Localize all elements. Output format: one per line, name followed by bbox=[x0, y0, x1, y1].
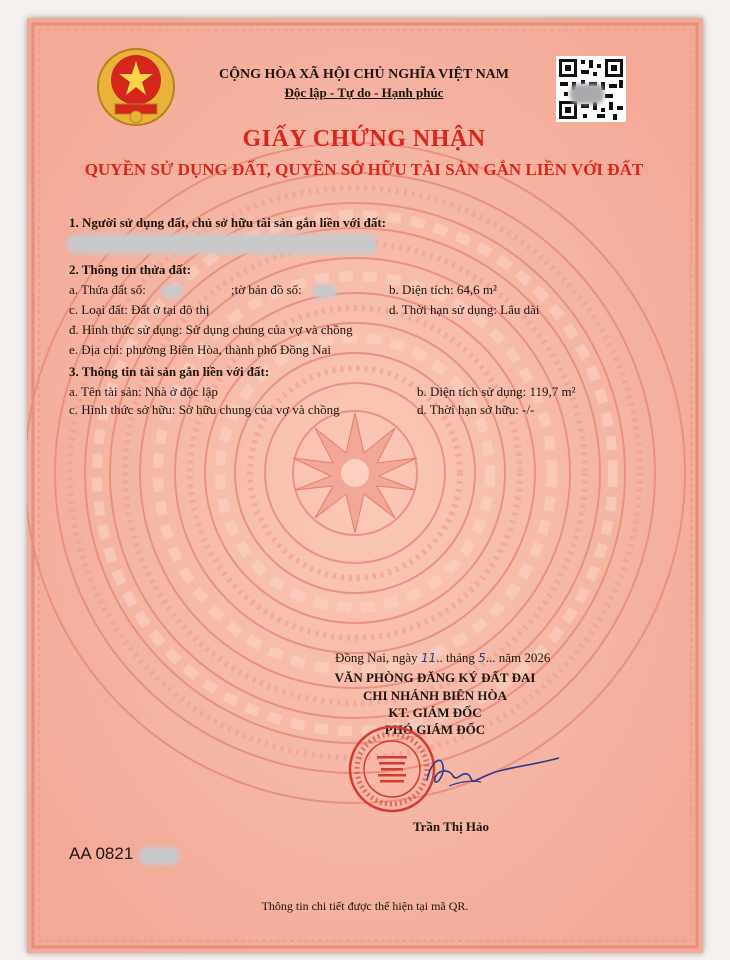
land-area: b. Diện tích: 64,6 m² bbox=[389, 282, 497, 297]
certificate-title: GIẤY CHỨNG NHẬN bbox=[242, 126, 486, 152]
date-year: năm 2026 bbox=[498, 650, 551, 665]
signature-icon bbox=[419, 742, 569, 802]
ownership-term: d. Thời hạn sở hữu: -/- bbox=[417, 402, 535, 417]
office-line3: KT. GIÁM ĐỐC bbox=[388, 705, 482, 720]
ownership-form: c. Hình thức sở hữu: Sở hữu chung của vợ và chồng bbox=[69, 402, 340, 417]
certificate-subtitle: QUYỀN SỬ DỤNG ĐẤT, QUYỀN SỞ HỮU TÀI SẢN GẮN LIỀN VỚI ĐẤT bbox=[84, 160, 644, 179]
serial-redaction bbox=[139, 847, 179, 865]
qr-redaction bbox=[570, 84, 604, 104]
date-day: 11 bbox=[420, 651, 437, 665]
issue-date: Đồng Nai, ngày 11.. tháng 5... năm 2026 bbox=[335, 650, 551, 665]
qr-note: Thông tin chi tiết được thể hiện tại mã QR. bbox=[261, 899, 469, 913]
land-address: e. Địa chỉ: phường Biên Hòa, thành phố Đồng Nai bbox=[69, 342, 331, 357]
land-type: c. Loại đất: Đất ở tại đô thị bbox=[69, 302, 210, 317]
date-month: 5 bbox=[478, 651, 486, 665]
certificate-paper bbox=[27, 18, 703, 953]
parcel-number-label: a. Thửa đất số: bbox=[69, 282, 146, 297]
office-line2: CHI NHÁNH BIÊN HÒA bbox=[362, 688, 508, 703]
section1-heading: 1. Người sử dụng đất, chủ sở hữu tài sản gắn liền với đất: bbox=[69, 215, 386, 230]
motto: Độc lập - Tự do - Hạnh phúc bbox=[284, 85, 444, 100]
national-emblem-icon bbox=[95, 46, 177, 132]
office-line4: PHÓ GIÁM ĐỐC bbox=[384, 722, 486, 737]
serial-number: AA 0821 bbox=[69, 844, 134, 863]
floor-area: b. Diện tích sử dụng: 119,7 m² bbox=[417, 384, 576, 399]
office-line1: VĂN PHÒNG ĐĂNG KÝ ĐẤT ĐAI bbox=[334, 670, 536, 685]
map-sheet-redaction bbox=[313, 284, 337, 298]
date-prefix: Đồng Nai, ngày bbox=[335, 650, 418, 665]
parcel-number-redaction bbox=[161, 284, 183, 298]
usage-form: đ. Hình thức sử dụng: Sử dụng chung của vợ và chồng bbox=[69, 322, 353, 337]
owner-redaction bbox=[67, 234, 377, 254]
section3-heading: 3. Thông tin tài sản gắn liền với đất: bbox=[69, 364, 270, 379]
date-month-label: tháng bbox=[445, 650, 475, 665]
map-sheet-label: ;tờ bản đồ số: bbox=[231, 282, 302, 297]
asset-name: a. Tên tài sản: Nhà ở độc lập bbox=[69, 384, 218, 399]
usage-term: d. Thời hạn sử dụng: Lâu dài bbox=[389, 302, 540, 317]
signer-name: Trần Thị Hảo bbox=[412, 819, 490, 834]
section2-heading: 2. Thông tin thửa đất: bbox=[69, 262, 192, 277]
country-name: CỘNG HÒA XÃ HỘI CHỦ NGHĨA VIỆT NAM bbox=[218, 67, 510, 82]
